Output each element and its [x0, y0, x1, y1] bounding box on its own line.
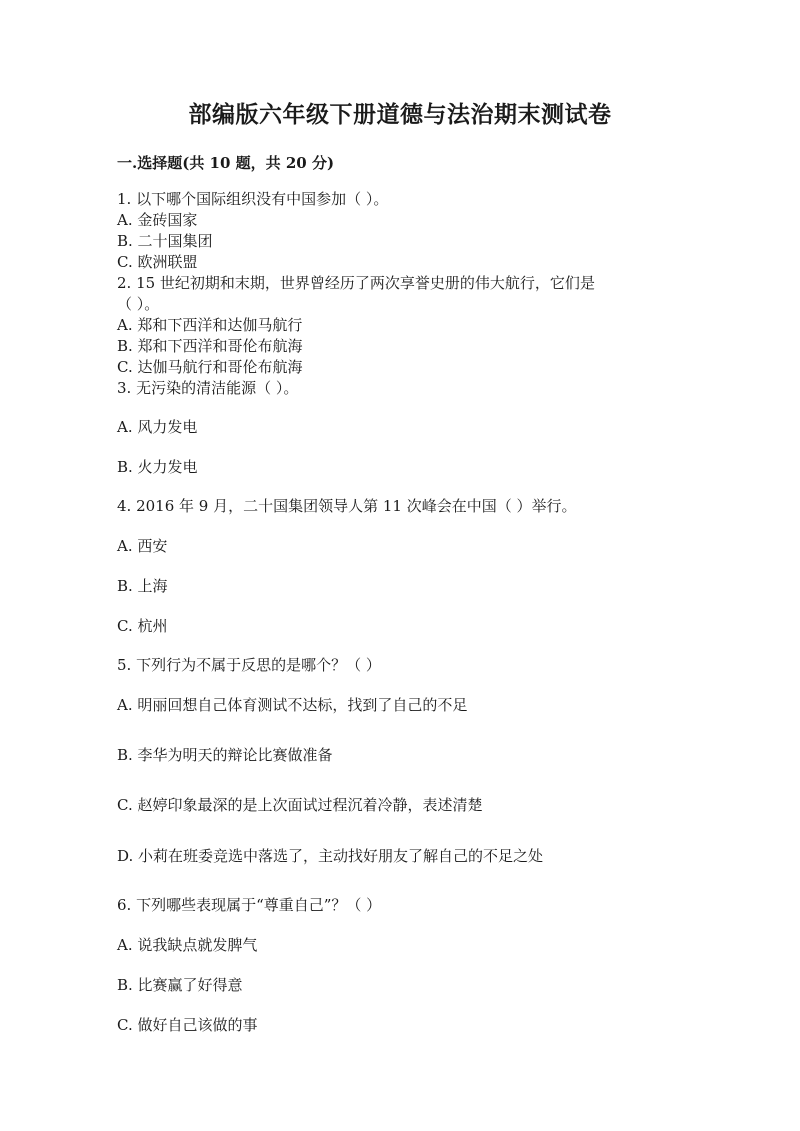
question-5-option-d: D. 小莉在班委竞选中落选了，主动找好朋友了解自己的不足之处	[117, 847, 544, 865]
question-5-option-b: B. 李华为明天的辩论比赛做准备	[117, 746, 333, 764]
question-4-option-b: B. 上海	[117, 577, 168, 595]
question-3-option-b: B. 火力发电	[117, 458, 198, 476]
question-3-stem: 3. 无污染的清洁能源（ ）。	[117, 379, 299, 397]
question-5-stem: 5. 下列行为不属于反思的是哪个？（ ）	[117, 656, 381, 674]
question-4-option-c: C. 杭州	[117, 617, 168, 635]
question-3-option-a: A. 风力发电	[117, 418, 198, 436]
question-6-option-c: C. 做好自己该做的事	[117, 1016, 258, 1034]
section-heading: 一.选择题(共 10 题，共 20 分)	[117, 154, 335, 172]
question-6-option-b: B. 比赛赢了好得意	[117, 976, 243, 994]
question-5-option-c: C. 赵婷印象最深的是上次面试过程沉着冷静，表述清楚	[117, 796, 483, 814]
question-1-stem: 1. 以下哪个国际组织没有中国参加（ ）。	[117, 190, 389, 208]
question-2-stem: 2. 15 世纪初期和末期，世界曾经历了两次享誉史册的伟大航行，它们是	[117, 274, 595, 292]
question-1-option-a: A. 金砖国家	[117, 211, 198, 229]
question-2-option-a: A. 郑和下西洋和达伽马航行	[117, 316, 303, 334]
question-2-option-b: B. 郑和下西洋和哥伦布航海	[117, 337, 303, 355]
page-title: 部编版六年级下册道德与法治期末测试卷	[188, 101, 612, 128]
question-6-option-a: A. 说我缺点就发脾气	[117, 936, 258, 954]
question-1-option-c: C. 欧洲联盟	[117, 253, 198, 271]
question-2-option-c: C. 达伽马航行和哥伦布航海	[117, 358, 303, 376]
question-5-option-a: A. 明丽回想自己体育测试不达标，找到了自己的不足	[117, 696, 468, 714]
question-4-option-a: A. 西安	[117, 537, 168, 555]
question-2-stem-continued: （ ）。	[117, 295, 160, 313]
question-6-stem: 6. 下列哪些表现属于“尊重自己”？（ ）	[117, 896, 382, 914]
question-4-stem: 4. 2016 年 9 月，二十国集团领导人第 11 次峰会在中国（ ）举行。	[117, 497, 577, 515]
question-1-option-b: B. 二十国集团	[117, 232, 213, 250]
